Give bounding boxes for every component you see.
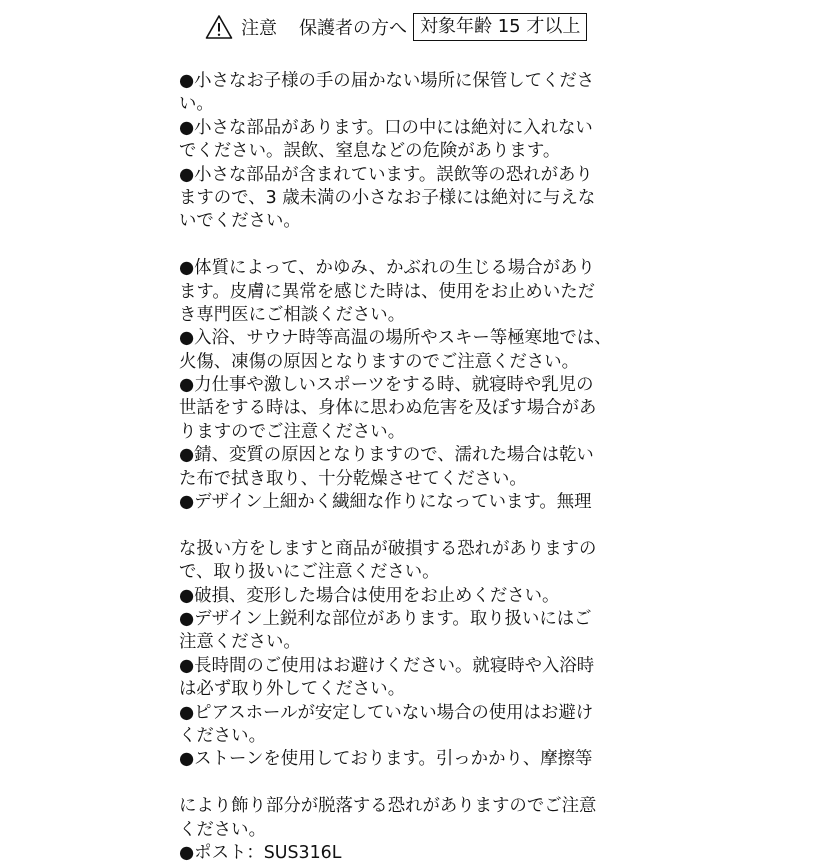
text-line: 火傷、凍傷の原因となりますのでご注意ください。 bbox=[179, 351, 579, 372]
text-line: 世話をする時は、身体に思わぬ危害を及ぼす場合があ bbox=[179, 398, 597, 419]
text-line: た布で拭き取り、十分乾燥させてください。 bbox=[179, 468, 527, 489]
text-line: ●破損、変形した場合は使用をお止めください。 bbox=[179, 585, 560, 606]
age-notice-badge: 対象年齢 15 才以上 bbox=[413, 13, 587, 41]
text-line: ます。皮膚に異常を感じた時は、使用をお止めいただ bbox=[179, 281, 595, 302]
paragraph-gap bbox=[179, 234, 659, 257]
text-line: でください。誤飲、窒息などの危険があります。 bbox=[179, 141, 561, 162]
text-line: ●ポスト：SUS316L bbox=[179, 842, 342, 863]
text-line: ●錆、変質の原因となりますので、濡れた場合は乾い bbox=[179, 445, 594, 466]
text-line: 注意ください。 bbox=[179, 632, 301, 653]
text-line: ください。 bbox=[179, 725, 266, 746]
guardian-label: 保護者の方へ bbox=[299, 18, 407, 39]
text-line: で、取り扱いにご注意ください。 bbox=[179, 562, 440, 583]
text-line: ●長時間のご使用はお避けください。就寝時や入浴時 bbox=[179, 655, 595, 676]
text-line: ●デザイン上鋭利な部位があります。取り扱いにはご bbox=[179, 608, 592, 629]
text-line: ください。 bbox=[179, 819, 266, 840]
caution-label: 注意 bbox=[241, 18, 277, 39]
text-line: い。 bbox=[179, 94, 214, 115]
text-line: は必ず取り外してください。 bbox=[179, 679, 406, 700]
warning-text-body bbox=[179, 70, 659, 865]
text-line: き専門医にご相談ください。 bbox=[179, 304, 406, 325]
paragraph-gap bbox=[179, 514, 659, 537]
caution-header bbox=[205, 12, 587, 42]
warning-triangle-icon bbox=[205, 14, 233, 40]
text-line: ●入浴、サウナ時等高温の場所やスキー等極寒地では、 bbox=[179, 328, 612, 349]
text-line: ●小さな部品が含まれています。誤飲等の恐れがあり bbox=[179, 164, 593, 185]
text-line: ●体質によって、かゆみ、かぶれの生じる場合があり bbox=[179, 258, 595, 279]
text-line: りますのでご注意ください。 bbox=[179, 421, 406, 442]
text-line: ●小さなお子様の手の届かない場所に保管してくださ bbox=[179, 71, 595, 91]
text-line: ●ピアスホールが安定していない場合の使用はお避け bbox=[179, 702, 594, 723]
text-line: ますので、3 歳未満の小さなお子様には絶対に与えな bbox=[179, 187, 596, 208]
text-line: ●小さな部品があります。口の中には絶対に入れない bbox=[179, 117, 593, 138]
paragraph-gap bbox=[179, 772, 659, 795]
text-line: いでください。 bbox=[179, 211, 301, 232]
text-line: により飾り部分が脱落する恐れがありますのでご注意 bbox=[179, 796, 597, 817]
text-line: ●デザイン上細かく繊細な作りになっています。無理 bbox=[179, 492, 592, 513]
text-line: な扱い方をしますと商品が破損する恐れがありますの bbox=[179, 538, 597, 559]
text-line: ●力仕事や激しいスポーツをする時、就寝時や乳児の bbox=[179, 375, 594, 396]
text-line: ●ストーンを使用しております。引っかかり、摩擦等 bbox=[179, 749, 593, 770]
